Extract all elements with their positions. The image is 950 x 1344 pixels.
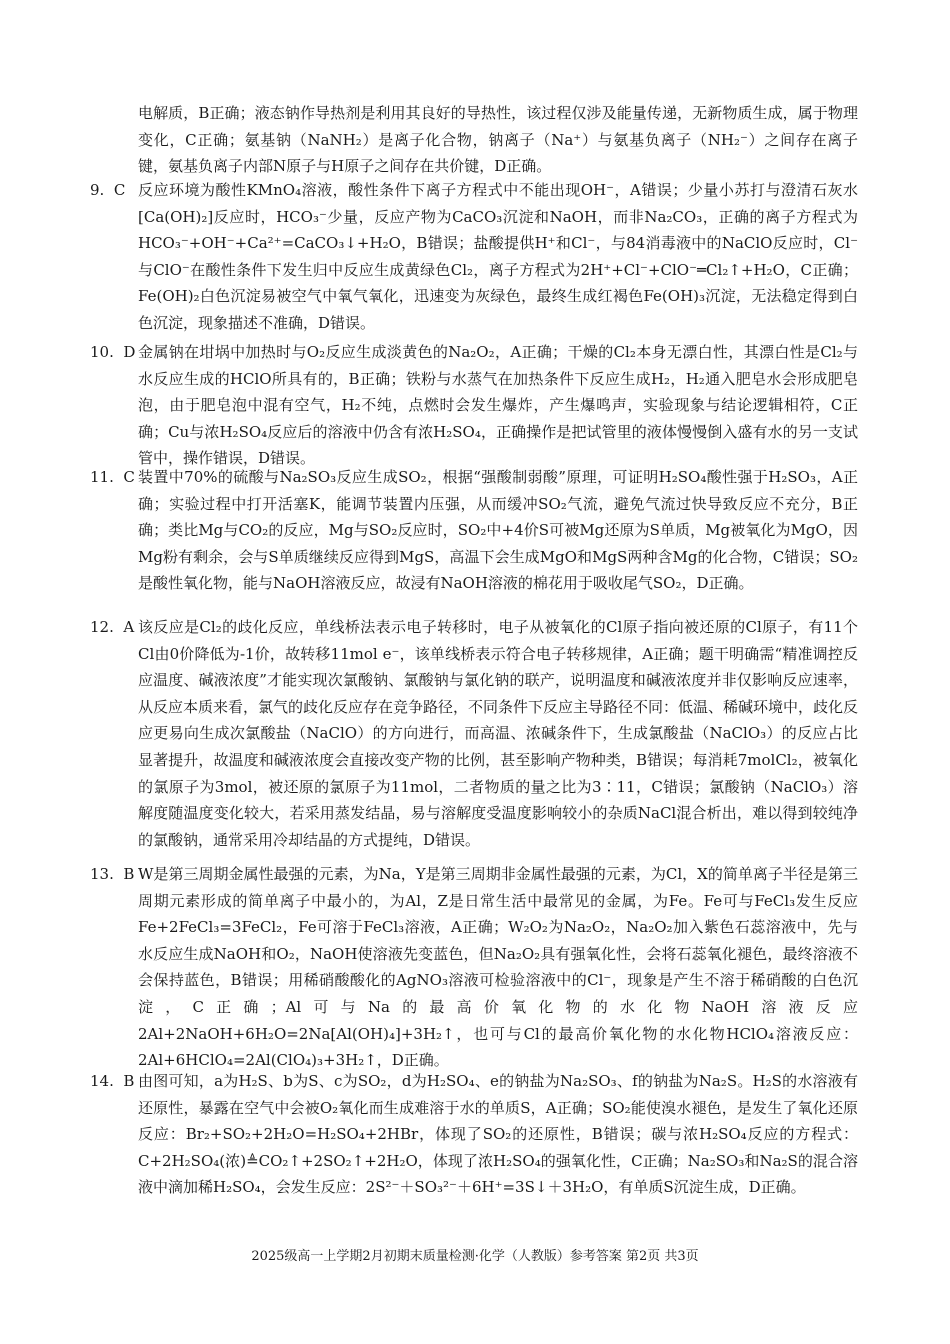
answer-letter: B — [123, 1072, 135, 1090]
question-item-10 — [90, 339, 860, 472]
explanation-text: 反应环境为酸性KMnO₄溶液，酸性条件下离子方程式中不能出现OH⁻，A错误；少量小苏打与澄清石灰水[Ca(OH)₂]反应时，HCO₃⁻少量，反应产物为CaCO₃沉淀和NaOH，而非Na₂CO₃，正确的离子方程式为HCO₃⁻+OH⁻+Ca²⁺=CaCO₃↓+H₂O，B错误；盐酸提供H⁺和Cl⁻，与84消毒液中的NaClO反应时，Cl⁻与ClO⁻在酸性条件下发生归中反应生成黄绿色Cl₂，离子方程式为2H⁺+Cl⁻+ClO⁻═Cl₂↑+H₂O，C正确；Fe(OH)₂白色沉淀易被空气中氧气氧化，迅速变为灰绿色，最终生成红褐色Fe(OH)₃沉淀，无法稳定得到白色沉淀，现象描述不准确，D错误。 — [138, 181, 858, 332]
question-number: 14. B — [90, 1072, 135, 1090]
explanation-text: 由图可知，a为H₂S、b为S、c为SO₂，d为H₂SO₄、e的钠盐为Na₂SO₃、f的钠盐为Na₂S。H₂S的水溶液有还原性，暴露在空气中会被O₂氧化而生成难溶于水的单质S，A正确；SO₂能使溴水褪色，是发生了氧化还原反应：Br₂+SO₂+2H₂O=H₂SO₄+2HBr，体现了SO₂的还原性，B错误；碳与浓H₂SO₄反应的方程式：C+2H₂SO₄(浓)≜CO₂↑+2SO₂↑+2H₂O，体现了浓H₂SO₄的强氧化性，C正确；Na₂SO₃和Na₂S的混合溶液中滴加稀H₂SO₄，会发生反应：2S²⁻＋SO₃²⁻＋6H⁺=3S↓＋3H₂O，有单质S沉淀生成，D正确。 — [138, 1072, 858, 1197]
explanation-text: 该反应是Cl₂的歧化反应，单线桥法表示电子转移时，电子从被氧化的Cl原子指向被还原的Cl原子，有11个Cl由0价降低为-1价，故转移11mol e⁻，该单线桥表示符合电子转移规律，A正确；题干明确需“精准调控反应温度、碱液浓度”才能实现次氯酸钠、氯酸钠与氯化钠的联产，说明温度和碱液浓度并非仅影响反应速率，从反应本质来看，氯气的歧化反应存在竞争路径，不同条件下反应主导路径不同：低温、稀碱环境中，歧化反应更易向生成次氯酸盐（NaClO）的方向进行，而高温、浓碱条件下，生成氯酸盐（NaClO₃）的反应占比显著提升，故温度和碱液浓度会直接改变产物的比例，甚至影响产物种类，B错误；每消耗7molCl₂，被氧化的氯原子为3mol，被还原的氯原子为11mol，二者物质的量之比为3∶11，C错误；氯酸钠（NaClO₃）溶解度随温度变化较大，若采用蒸发结晶，易与溶解度受温度影响较小的杂质NaCl混合析出，难以得到较纯净的氯酸钠，通常采用冷却结晶的方式提纯，D错误。 — [138, 618, 859, 849]
answer-letter: B — [123, 865, 135, 883]
intro-text: 电解质，B正确；液态钠作导热剂是利用其良好的导热性，该过程仅涉及能量传递，无新物质生成，属于物理变化，C正确；氨基钠（NaNH₂）是离子化合物，钠离子（Na⁺）与氨基负离子（NH₂⁻）之间存在离子键，氨基负离子内部N原子与H原子之间存在共价键，D正确。 — [138, 104, 858, 176]
answer-letter: D — [123, 343, 136, 361]
question-item-9 — [90, 177, 860, 337]
question-number: 12. A — [90, 618, 135, 636]
explanation-text: 装置中70%的硫酸与Na₂SO₃反应生成SO₂，根据“强酸制弱酸”原理，可证明H₂SO₄酸性强于H₂SO₃，A正确；实验过程中打开活塞K，能调节装置内压强，从而缓冲SO₂气流，避免气流过快导致反应不充分，B正确；类比Mg与CO₂的反应，Mg与SO₂反应时，SO₂中+4价S可被Mg还原为S单质，Mg被氧化为MgO，因Mg粉有剩余，会与S单质继续反应得到MgS，高温下会生成MgO和MgS两种含Mg的化合物，C错误；SO₂是酸性氧化物，能与NaOH溶液反应，故浸有NaOH溶液的棉花用于吸收尾气SO₂，D正确。 — [138, 468, 858, 593]
question-item-14 — [90, 1068, 860, 1201]
explanation-text: W是第三周期金属性最强的元素，为Na，Y是第三周期非金属性最强的元素，为Cl，X的简单离子半径是第三周期元素形成的简单离子中最小的，为Al，Z是日常生活中最常见的金属，为Fe。Fe可与FeCl₃发生反应Fe+2FeCl₃=3FeCl₂，Fe可溶于FeCl₃溶液，A正确；W₂O₂为Na₂O₂，Na₂O₂加入紫色石蕊溶液中，先与水反应生成NaOH和O₂，NaOH使溶液先变蓝色，但Na₂O₂具有强氧化性，会将石蕊氧化褪色，最终溶液不会保持蓝色，B错误；用稀硝酸酸化的AgNO₃溶液可检验溶液中的Cl⁻，现象是产生不溶于稀硝酸的白色沉淀，C正确；Al可与Na的最高价氧化物的水化物NaOH溶液反应2Al+2NaOH+6H₂O=2Na[Al(OH)₄]+3H₂↑，也可与Cl的最高价氧化物的水化物HClO₄溶液反应：2Al+6HClO₄=2Al(ClO₄)₃+3H₂↑，D正确。 — [138, 865, 858, 1070]
question-item-12 — [90, 614, 860, 853]
question-number: 10. D — [90, 343, 136, 361]
answer-letter: C — [113, 181, 126, 199]
explanation-text: 金属钠在坩埚中加热时与O₂反应生成淡黄色的Na₂O₂，A正确；干燥的Cl₂本身无漂白性，其漂白性是Cl₂与水反应生成的HClO所具有的，B正确；铁粉与水蒸气在加热条件下反应生成H₂，H₂通入肥皂水会形成肥皂泡，由于肥皂泡中混有空气，H₂不纯，点燃时会发生爆炸，产生爆鸣声，实验现象与结论逻辑相符，C正确；Cu与浓H₂SO₄反应后的溶液中仍含有浓H₂SO₄，正确操作是把试管里的液体慢慢倒入盛有水的另一支试管中，操作错误，D错误。 — [138, 343, 858, 468]
question-number: 13. B — [90, 865, 135, 883]
question-item-11 — [90, 464, 860, 597]
answer-letter: C — [123, 468, 135, 486]
question-number: 11. C — [90, 468, 135, 486]
question-item-13 — [90, 861, 860, 1074]
question-number: 9. C — [90, 181, 126, 199]
intro-continuation — [138, 100, 858, 180]
answer-letter: A — [123, 618, 135, 636]
page-footer: 2025级高一上学期2月初期末质量检测·化学（人教版）参考答案 第2页 共3页 — [251, 1249, 699, 1264]
